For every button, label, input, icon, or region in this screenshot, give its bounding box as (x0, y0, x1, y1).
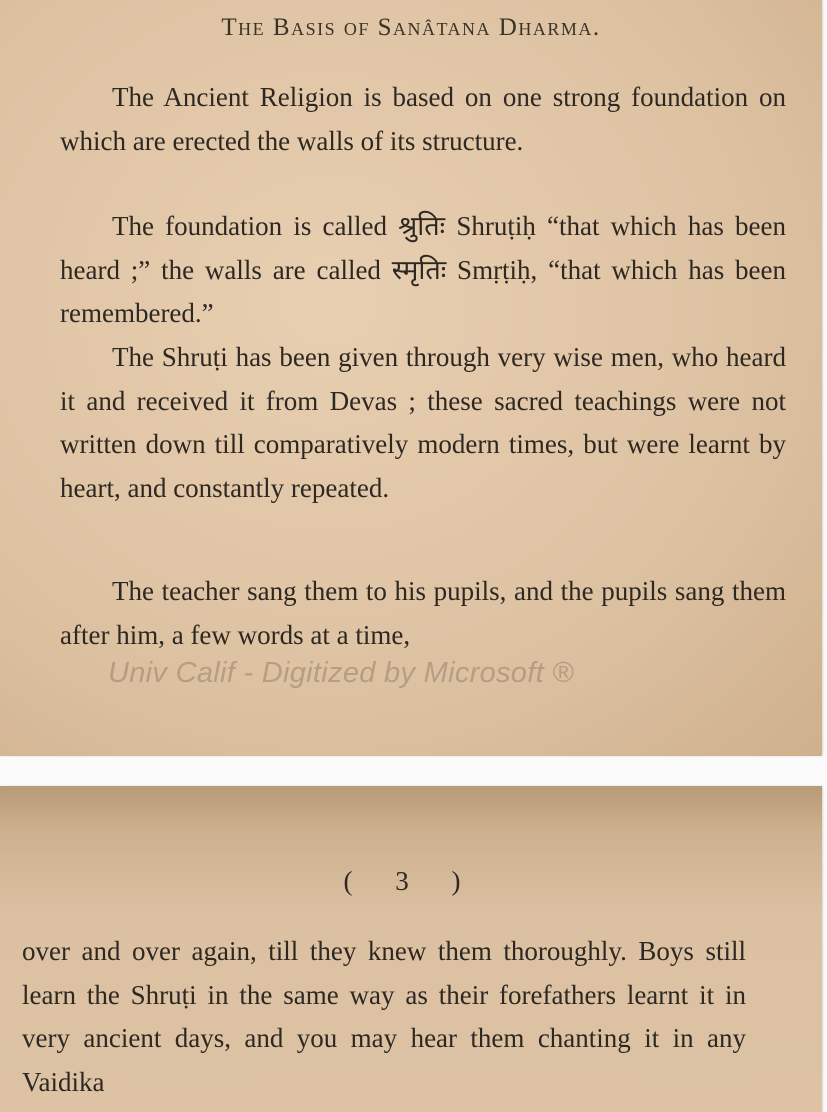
paragraph-1: The Ancient Religion is based on one strong foundation on which are erected the walls of its structure. (60, 82, 786, 156)
continuation-paragraph: over and over again, till they knew them thoroughly. Boys still learn the Shruṭi in the same way as their forefathers learnt it in very ancient days, and you may hear them chanting it in any Vaidika (22, 936, 746, 1097)
running-head: The Basis of Sanâtana Dharma. (221, 14, 601, 41)
paragraph-4: The teacher sang them to his pupils, and the pupils sang them after him, a few words at a time, (60, 576, 786, 650)
paragraph-2: The foundation is called श्रुतिः Shruṭiḥ “that which has been heard ;” the walls are called स्मृतिः Smṛṭiḥ, “that which has been remembered.” (60, 211, 786, 329)
page-number: ( 3 ) (343, 866, 479, 896)
digitization-watermark: Univ Calif - Digitized by Microsoft ® (108, 657, 574, 689)
paragraph-3: The Shruṭi has been given through very wise men, who heard it and received it from Devas ; these sacred teachings were not written down till comparatively modern times, but were learnt by heart, and constantly repeated. (60, 342, 786, 503)
